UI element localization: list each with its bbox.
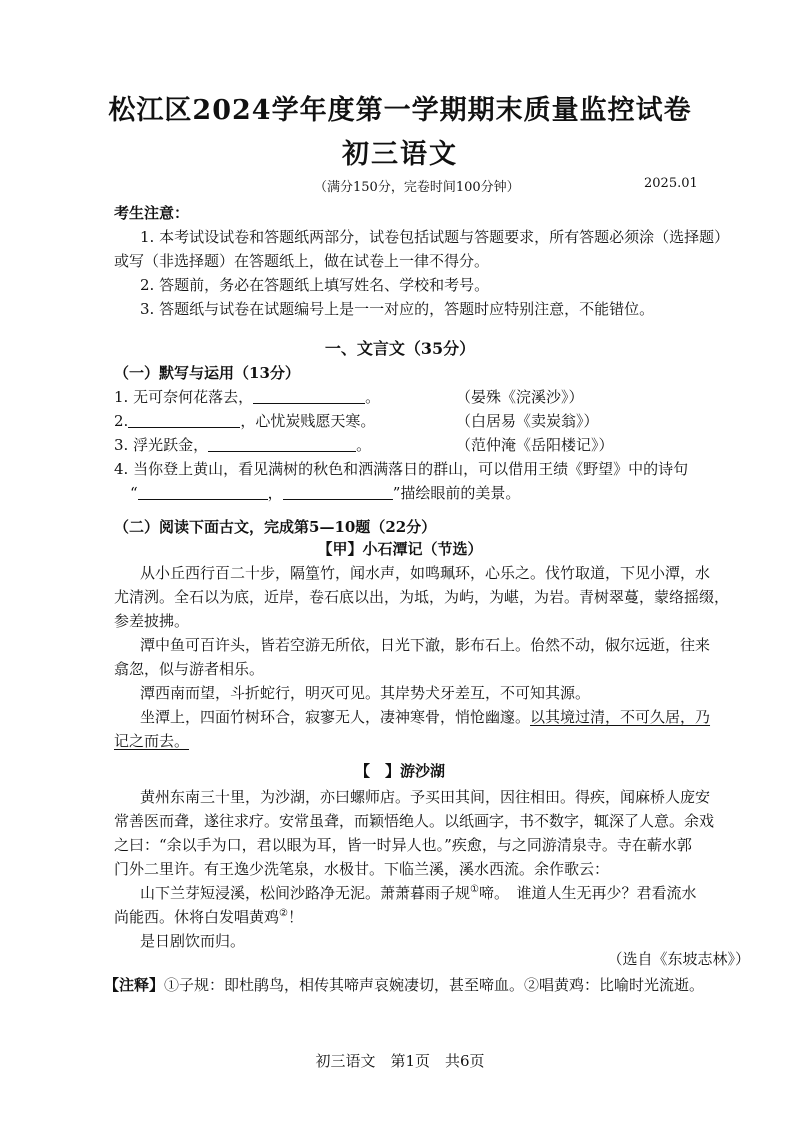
- passage-line: 翕忽，似与游者相乐。: [114, 660, 265, 678]
- passage-line: 潭中鱼可百许头，皆若空游无所依，日光下澈，影布石上。佁然不动，俶尔远逝，往来: [140, 636, 711, 654]
- exam-date: 2025.01: [644, 176, 698, 191]
- passage-line: 是日剧饮而归。: [140, 932, 246, 950]
- passage-line: 从小丘西行百二十步，隔篁竹，闻水声，如鸣珮环，心乐之。伐竹取道，下见小潭，水: [140, 564, 711, 582]
- answer-blank[interactable]: [283, 485, 393, 500]
- answer-blank[interactable]: [128, 413, 240, 428]
- poem-line: 山下兰芽短浸溪，松间沙路净无泥。萧萧暮雨子规①啼。 谁道人生无再少？君看流水: [140, 884, 697, 902]
- notice-line: 2. 答题前，务必在答题纸上填写姓名、学校和考号。: [140, 276, 490, 294]
- section-title: 一、文言文（35分）: [324, 339, 476, 358]
- question-4-blanks: “ ， ”描绘眼前的美景。: [130, 484, 521, 502]
- answer-blank[interactable]: [253, 389, 365, 404]
- passage-line: 常善医而聋，遂往求疗。安常虽聋，而颖悟绝人。以纸画字，书不数字，辄深了人意。余戏: [114, 812, 715, 830]
- poem-line: 尚能西。休将白发唱黄鸡②！: [114, 908, 303, 926]
- question-1: 1. 无可奈何花落去， 。: [114, 388, 381, 406]
- page-footer: 初三语文 第1页 共6页: [315, 1052, 485, 1070]
- passage-line: 门外二里许。有王逸少洗笔泉，水极甘。下临兰溪，溪水西流。余作歌云：: [114, 860, 610, 878]
- question-2: 2. ，心忧炭贱愿天寒。: [114, 412, 376, 430]
- passage-jia-title: 【甲】小石潭记（节选）: [317, 540, 483, 558]
- passage-line: 参差披拂。: [114, 612, 190, 630]
- part2-heading: （二）阅读下面古文，完成第5—10题（22分）: [114, 518, 437, 536]
- notice-line: 1. 本考试设试卷和答题纸两部分，试卷包括试题与答题要求，所有答题必须涂（选择题）: [140, 228, 730, 246]
- passage-line: 坐潭上，四面竹树环合，寂寥无人，凄神寒骨，悄怆幽邃。以其境过清，不可久居，乃: [140, 708, 711, 726]
- exam-title: 松江区2024学年度第一学期期末质量监控试卷: [108, 95, 692, 126]
- passage-line: 潭西南而望，斗折蛇行，明灭可见。其岸势犬牙差互，不可知其源。: [140, 684, 591, 702]
- citation: （选自《东坡志林》）: [607, 950, 750, 968]
- notice-heading: 考生注意：: [114, 204, 190, 222]
- passage-line: [114, 730, 189, 751]
- answer-blank[interactable]: [208, 437, 356, 452]
- underlined-sentence: 以其境过清，不可久居，乃: [530, 708, 711, 726]
- notice-line: 3. 答题纸与试卷在试题编号上是一一对应的，答题时应特别注意，不能错位。: [140, 300, 655, 318]
- question-4: 4. 当你登上黄山，看见满树的秋色和洒满落日的群山，可以借用王绩《野望》中的诗句: [114, 460, 689, 478]
- part1-heading: （一）默写与运用（13分）: [114, 364, 300, 382]
- passage-yi-title: 【 】游沙湖: [354, 762, 445, 780]
- passage-line: 之曰：“余以手为口，君以眼为耳，皆一时异人也。”疾愈，与之同游清泉寺。寺在蕲水郭: [114, 836, 692, 854]
- source-1: （晏殊《浣溪沙》）: [456, 388, 584, 406]
- subject-title: 初三语文: [342, 139, 458, 170]
- notice-line: 或写（非选择题）在答题纸上，做在试卷上一律不得分。: [114, 252, 490, 270]
- passage-line: 黄州东南三十里，为沙湖，亦曰螺师店。予买田其间，因往相田。得疾，闻麻桥人庞安: [140, 788, 711, 806]
- annotation: 【注释】①子规：即杜鹃鸟，相传其啼声哀婉凄切，甚至啼血。②唱黄鸡：比喻时光流逝。: [104, 976, 705, 994]
- question-3: 3. 浮光跃金， 。: [114, 436, 372, 454]
- source-2: （白居易《卖炭翁》）: [456, 412, 599, 430]
- source-3: （范仲淹《岳阳楼记》）: [456, 436, 614, 454]
- underlined-sentence: 记之而去。: [114, 732, 190, 750]
- answer-blank[interactable]: [138, 485, 268, 500]
- score-time: （满分150分，完卷时间100分钟）: [314, 180, 520, 195]
- passage-line: 尤清洌。全石以为底，近岸，卷石底以出，为坻，为屿，为嵁，为岩。青树翠蔓，蒙络摇缀，: [114, 588, 730, 606]
